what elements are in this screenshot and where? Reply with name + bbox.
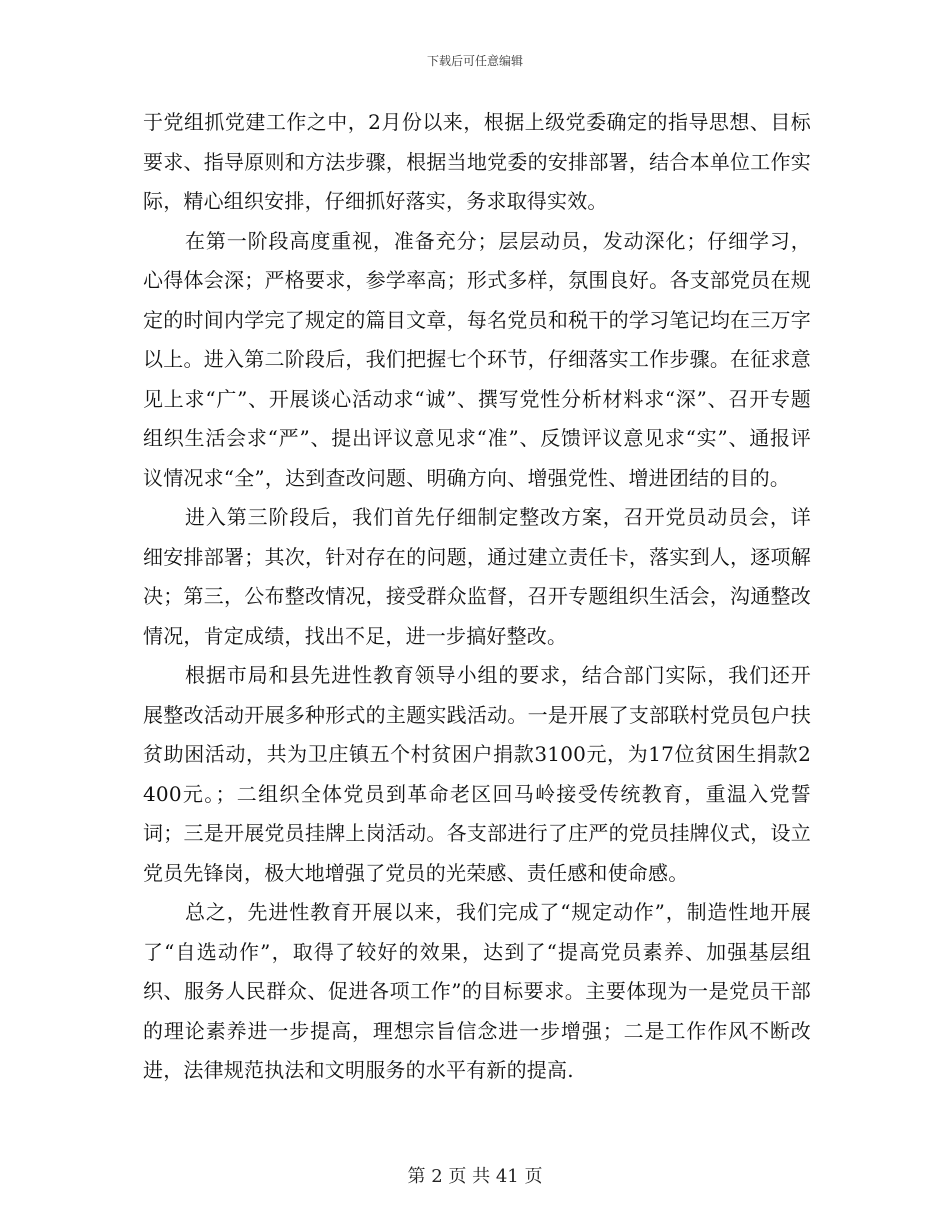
paragraph-practice-activities: 根据市局和县先进性教育领导小组的要求，结合部门实际，我们还开展整改活动开展多种形式的主题实践活动。一是开展了支部联村党员包户扶贫助困活动，共为卫庄镇五个村贫困户捐款3100元，为17位贫困生捐款2400元。；二组织全体党员到革命老区回马岭接受传统教育，重温入党誓词；三是开展党员挂牌上岗活动。各支部进行了庄严的党员挂牌仪式，设立党员先锋岗，极大地增强了党员的光荣感、责任感和使命感。 [143,663,811,885]
paragraph-stage-three: 进入第三阶段后，我们首先仔细制定整改方案，召开党员动员会，详细安排部署；其次，针对存在的问题，通过建立责任卡，落实到人，逐项解决；第三，公布整改情况，接受群众监督，召开专题组织生活会，沟通整改情况，肯定成绩，找出不足，进一步搞好整改。 [143,505,811,648]
page-header-note: 下载后可任意编辑 [426,54,523,68]
paragraph-summary: 总之，先进性教育开展以来，我们完成了“规定动作”，制造性地开展了“自选动作”，取得了较好的效果，达到了“提高党员素养、加强基层组织、服务人民群众、促进各项工作”的目标要求。主要体现为一是党员干部的理论素养进一步提高，理想宗旨信念进一步增强；二是工作作风不断改进，法律规范执法和文明服务的水平有新的提高. [143,900,811,1082]
page-number-footer: 第 2 页 共 41 页 [407,1166,543,1187]
document-body [143,103,811,1091]
paragraph-stage-one-two: 在第一阶段高度重视，准备充分；层层动员，发动深化；仔细学习，心得体会深；严格要求，参学率高；形式多样，氛围良好。各支部党员在规定的时间内学完了规定的篇目文章，每名党员和税干的学习笔记均在三万字以上。进入第二阶段后，我们把握七个环节，仔细落实工作步骤。在征求意见上求“广”、开展谈心活动求“诚”、撰写党性分析材料求“深”、召开专题组织生活会求“严”、提出评议意见求“准”、反馈评议意见求“实”、通报评议情况求“全”，达到查改问题、明确方向、增强党性、增进团结的目的。 [143,228,811,490]
paragraph-continuation: 于党组抓党建工作之中，2月份以来，根据上级党委确定的指导思想、目标要求、指导原则和方法步骤，根据当地党委的安排部署，结合本单位工作实际，精心组织安排，仔细抓好落实，务求取得实效。 [143,110,811,213]
